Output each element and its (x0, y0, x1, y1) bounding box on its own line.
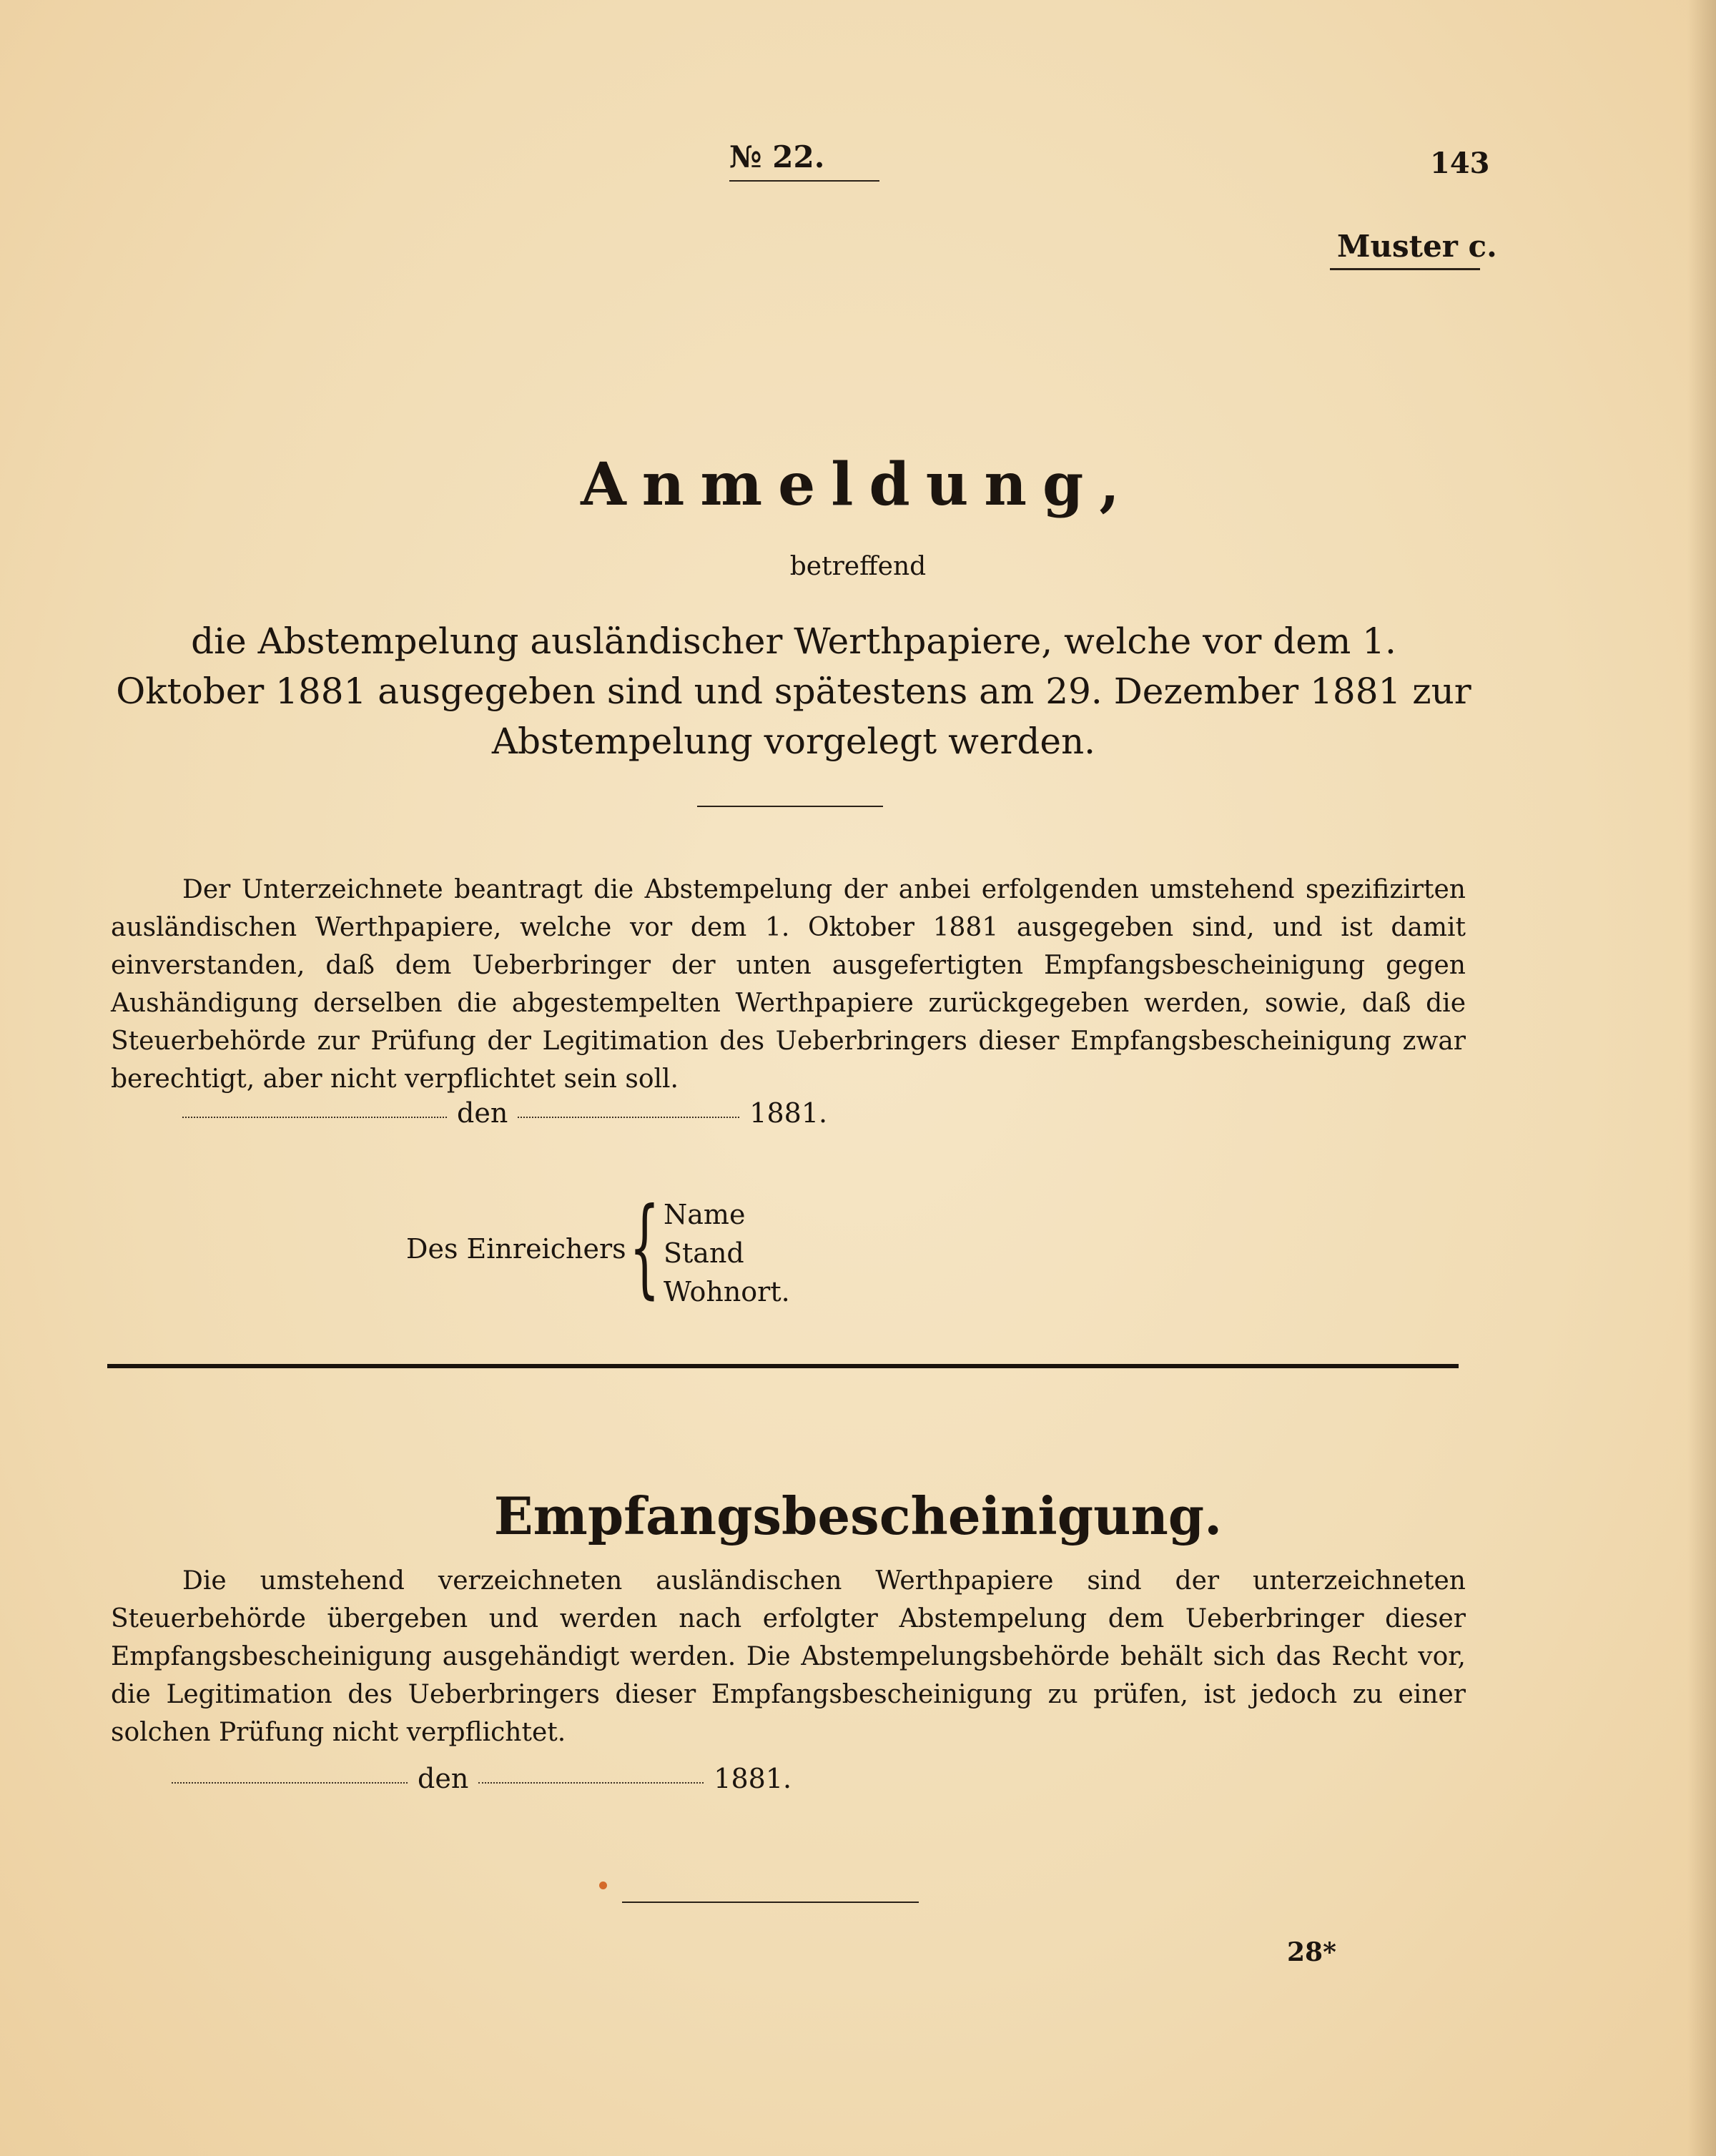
empfang-date-line (172, 1763, 792, 1794)
einreicher-field-wohnort: Wohnort. (664, 1276, 790, 1307)
cut-line (107, 1364, 1459, 1368)
muster-label: Muster c. (1337, 229, 1497, 264)
einreicher-field-stand: Stand (664, 1237, 744, 1269)
anmeldung-title: Anmeldung, (581, 450, 1135, 519)
date-year: 1881. (714, 1763, 792, 1794)
anmeldung-body: Der Unterzeichnete beantragt die Abstempelung der anbei erfolgenden umstehend spezifizirten ausländischen Werthpapiere, welche vor dem 1. Oktober 1881 ausgegeben sind, und ist damit einverstanden, daß dem Ueberbringer der unten ausgefertigten Empfangsbescheinigung gegen Aushändigung derselben die abgestempelten Werthpapiere zurückgegeben werden, sowie, daß die Steuerbehörde zur Prüfung der Legitimation des Ueberbringers dieser Empfangsbescheinigung zwar berechtigt, aber nicht verpflichtet sein soll. (111, 875, 1466, 1094)
date-den: den (457, 1097, 508, 1129)
section-divider (697, 806, 883, 807)
document-number: № 22. (729, 139, 825, 174)
anmeldung-purpose: die Abstempelung ausländischer Werthpapiere, welche vor dem 1. Oktober 1881 ausgegeben sind und spätestens am 29. Dezember 1881 zur Abstempelung vorgelegt werden. (116, 620, 1471, 762)
muster-underline (1330, 268, 1480, 270)
date-year: 1881. (749, 1097, 828, 1129)
ink-dot (599, 1881, 607, 1889)
anmeldung-subtitle: betreffend (789, 552, 927, 581)
einreicher-fields (664, 1195, 790, 1311)
signature-mark: 28* (1287, 1937, 1336, 1967)
date-blank[interactable] (478, 1782, 704, 1784)
page-number: 143 (1430, 147, 1490, 180)
anmeldung-date-line (182, 1097, 827, 1129)
empfang-title: Empfangsbescheinigung. (493, 1485, 1223, 1546)
einreicher-field-name: Name (664, 1199, 746, 1230)
brace-icon: { (629, 1185, 660, 1310)
page-edge-shadow (1687, 0, 1716, 2156)
signature-line[interactable] (622, 1902, 919, 1903)
einreicher-label: Des Einreichers (406, 1233, 626, 1265)
empfang-body: Die umstehend verzeichneten ausländischen Werthpapiere sind der unterzeichneten Steuerbehörde übergeben und werden nach erfolgter Abstempelung dem Ueberbringer dieser Empfangsbescheinigung ausgehändigt werden. Die Abstempelungsbehörde behält sich das Recht vor, die Legitimation des Ueberbringers dieser Empfangsbescheinigung zu prüfen, ist jedoch zu einer solchen Prüfung nicht verpflichtet. (111, 1566, 1466, 1747)
place-blank[interactable] (182, 1117, 447, 1118)
date-blank[interactable] (518, 1117, 739, 1118)
date-den: den (418, 1763, 469, 1794)
place-blank[interactable] (172, 1782, 408, 1784)
document-number-underline (729, 180, 879, 182)
